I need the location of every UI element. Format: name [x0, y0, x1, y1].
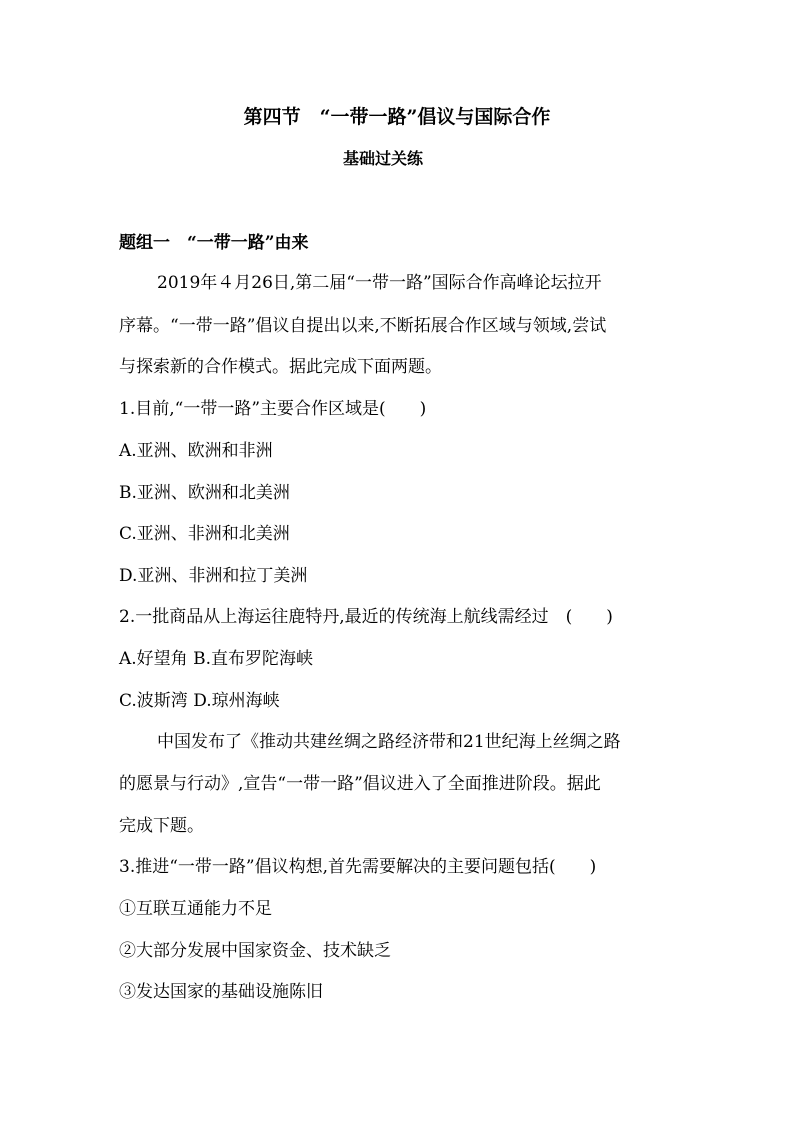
question-1-option-b: B.亚洲、欧洲和北美洲	[119, 483, 290, 503]
passage-2-line: 完成下题。	[119, 816, 204, 836]
question-1-stem: 1.目前,“一带一路”主要合作区域是( )	[119, 399, 427, 419]
page-subtitle: 基础过关练	[342, 149, 423, 168]
page-title: 第四节 “一带一路”倡议与国际合作	[243, 106, 551, 128]
question-3-stem: 3.推进“一带一路”倡议构想,首先需要解决的主要问题包括( )	[119, 857, 597, 877]
question-3-item-1: ①互联互通能力不足	[119, 899, 272, 919]
question-2-options-row-2: C.波斯湾 D.琼州海峡	[119, 691, 280, 711]
question-1-option-d: D.亚洲、非洲和拉丁美洲	[119, 566, 308, 586]
passage-2-line: 中国发布了《推动共建丝绸之路经济带和21世纪海上丝绸之路	[157, 732, 621, 752]
intro-paragraph-line: 序幕。“一带一路”倡议自提出以来,不断拓展合作区域与领域,尝试	[119, 316, 607, 336]
question-3-item-3: ③发达国家的基础设施陈旧	[119, 982, 323, 1002]
section-heading: 题组一 “一带一路”由来	[119, 233, 309, 253]
intro-paragraph-line: 2019年４月26日,第二届“一带一路”国际合作高峰论坛拉开	[157, 273, 602, 293]
question-1-option-a: A.亚洲、欧洲和非洲	[119, 441, 273, 461]
passage-2-line: 的愿景与行动》,宣告“一带一路”倡议进入了全面推进阶段。据此	[119, 774, 601, 794]
question-3-item-2: ②大部分发展中国家资金、技术缺乏	[119, 941, 391, 961]
question-2-stem: 2.一批商品从上海运往鹿特丹,最近的传统海上航线需经过 ( )	[119, 607, 613, 627]
question-1-option-c: C.亚洲、非洲和北美洲	[119, 524, 290, 544]
question-2-options-row-1: A.好望角 B.直布罗陀海峡	[119, 649, 313, 669]
intro-paragraph-line: 与探索新的合作模式。据此完成下面两题。	[119, 357, 442, 377]
